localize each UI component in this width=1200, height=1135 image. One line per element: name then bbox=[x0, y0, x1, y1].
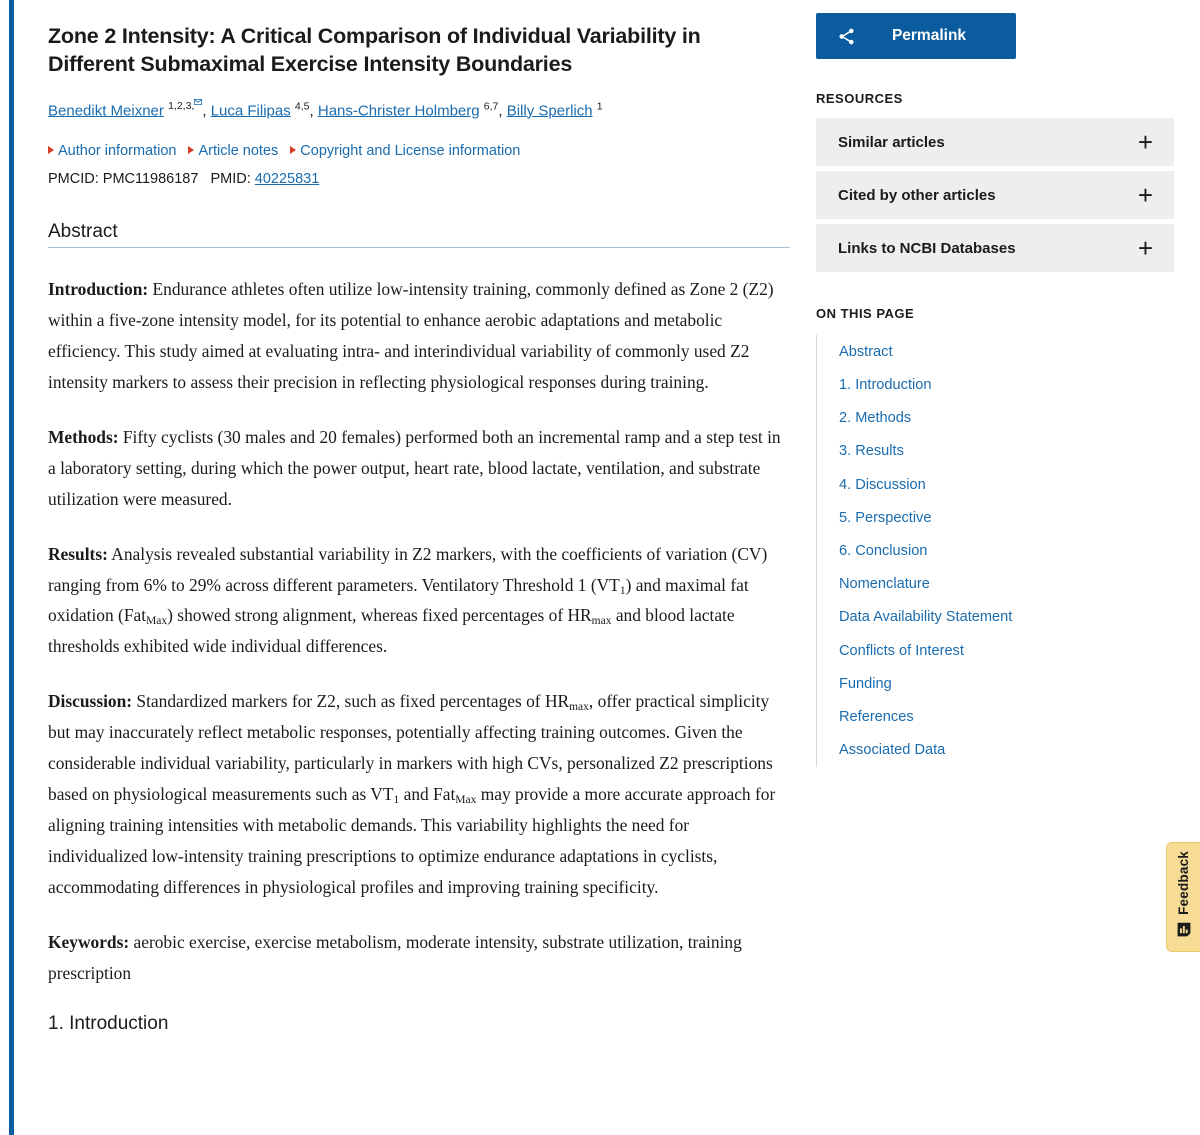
triangle-right-icon bbox=[290, 146, 296, 154]
plus-icon[interactable]: + bbox=[1137, 233, 1153, 263]
abstract-section-label: Keywords: bbox=[48, 932, 130, 953]
abstract-paragraph: Results: Analysis revealed substantial variability in Z2 markers, with the coefficients of variation (CV) ranging from 6% to 29% across different parameters. Ventilatory Threshold 1 $(VT_1)$ and maximal fat oxidation (Fat$_{Max}$) showed strong alignment, whereas fixed percentages of $HR_{max}$ and blood lactate thresholds exhibited wide individual differences. bbox=[48, 543, 768, 657]
abstract-divider bbox=[48, 247, 790, 248]
triangle-right-icon bbox=[48, 146, 54, 154]
on-this-page-link[interactable]: 1. Introduction bbox=[839, 376, 932, 393]
triangle-right-icon bbox=[188, 146, 194, 154]
pmcid-value: PMC11986187 bbox=[102, 170, 199, 187]
on-this-page-nav bbox=[816, 335, 1174, 767]
author-affiliation-superscript: 1 bbox=[596, 100, 603, 113]
resources-accordion-item[interactable] bbox=[816, 171, 1174, 219]
abstract-paragraph: Keywords: aerobic exercise, exercise metabolism, moderate intensity, substrate utilization, training prescription bbox=[48, 932, 742, 984]
envelope-icon[interactable] bbox=[194, 99, 202, 105]
permalink-button-label: Permalink bbox=[891, 27, 967, 44]
subscript: Max bbox=[455, 794, 477, 807]
abstract-paragraph: Discussion: Standardized markers for Z2, such as fixed percentages of $HR_{max}$, offer practical simplicity but may inaccurately reflect metabolic responses, potentially affecting training outcomes. Given the considerable individual variability, particularly in markers with high CVs, personalized Z2 prescriptions based on physiological measurements such as $VT_1$ and Fat$_{Max}$ may provide a more accurate approach for aligning training intensities with metabolic demands. This variability highlights the need for individualized low-intensity training prescriptions to optimize endurance adaptations in cyclists, accommodating differences in physiological profiles and improving training specificity. bbox=[48, 691, 776, 898]
abstract-body bbox=[48, 274, 790, 989]
plus-icon[interactable]: + bbox=[1137, 127, 1153, 157]
plus-icon[interactable]: + bbox=[1137, 180, 1153, 210]
share-icon bbox=[836, 26, 856, 46]
abstract-heading: Abstract bbox=[48, 220, 118, 242]
article-identifiers bbox=[48, 171, 790, 187]
author-link[interactable]: Benedikt Meixner bbox=[48, 102, 164, 120]
subscript: max bbox=[591, 615, 612, 628]
resources-accordion-item[interactable] bbox=[816, 118, 1174, 166]
on-this-page-link[interactable]: Nomenclature bbox=[839, 576, 930, 593]
pmcid-label: PMCID: bbox=[48, 170, 99, 187]
subscript: max bbox=[569, 701, 589, 714]
subscript: 1 bbox=[619, 584, 626, 597]
abstract-section-label: Discussion: bbox=[48, 691, 133, 712]
on-this-page-link[interactable]: 5. Perspective bbox=[839, 509, 932, 526]
pmid-label: PMID: bbox=[210, 170, 251, 187]
abstract-section-label: Introduction: bbox=[48, 278, 149, 299]
author-link[interactable]: Hans-Christer Holmberg bbox=[317, 102, 480, 120]
on-this-page-link[interactable]: Abstract bbox=[839, 343, 893, 360]
accordion-item-label: Links to NCBI Databases bbox=[838, 239, 1016, 257]
author-link[interactable]: Billy Sperlich bbox=[506, 102, 593, 120]
on-this-page-link[interactable]: Conflicts of Interest bbox=[839, 642, 964, 659]
abstract-section-label: Results: bbox=[48, 543, 108, 564]
article-sidebar bbox=[800, 0, 1200, 767]
on-this-page-link[interactable]: 6. Conclusion bbox=[839, 543, 928, 559]
permalink-button[interactable] bbox=[816, 13, 1016, 59]
abstract-paragraph: Introduction: Endurance athletes often utilize low-intensity training, commonly defined as Zone 2 (Z2) within a five-zone intensity model, for its potential to enhance aerobic adaptations and metabolic efficiency. This study aimed at evaluating intra- and interindividual variability of commonly used Z2 intensity markers to assess their precision in reflecting physiological responses during training. bbox=[48, 278, 774, 392]
on-this-page-link[interactable]: Associated Data bbox=[839, 742, 946, 759]
author-affiliation-superscript: 6,7 bbox=[483, 100, 499, 113]
meta-link-item[interactable] bbox=[188, 143, 278, 159]
author-affiliation-superscript: 4,5 bbox=[294, 100, 310, 113]
subscript: Max bbox=[146, 615, 168, 628]
meta-link-label[interactable]: Author information bbox=[58, 142, 177, 159]
introduction-heading: 1. Introduction bbox=[48, 1013, 169, 1035]
feedback-tab-label: Feedback bbox=[1176, 851, 1191, 915]
article-meta-links bbox=[48, 143, 790, 159]
resources-title: RESOURCES bbox=[816, 91, 903, 106]
on-this-page-title: ON THIS PAGE bbox=[816, 306, 915, 321]
author-link[interactable]: Luca Filipas bbox=[210, 102, 291, 120]
on-this-page-link[interactable]: 2. Methods bbox=[839, 410, 912, 427]
on-this-page-link[interactable]: 4. Discussion bbox=[839, 476, 926, 493]
meta-link-label[interactable]: Article notes bbox=[198, 142, 279, 159]
meta-link-item[interactable] bbox=[48, 143, 176, 159]
author-affiliation-superscript: 1,2,3, bbox=[168, 100, 202, 112]
on-this-page-link[interactable]: References bbox=[839, 709, 914, 726]
author-list: Benedikt Meixner $^{1,2,3,}$ , Luca Filipas $^{4,5}$, Hans-Christer Holmberg $^{6,7}$, Billy Sperlich $^1$ bbox=[48, 100, 603, 120]
resources-accordion bbox=[816, 118, 1174, 272]
abstract-paragraph: Methods: Fifty cyclists (30 males and 20 females) performed both an incremental ramp and a step test in a laboratory setting, during which the power output, heart rate, blood lactate, ventilation, and substrate utilization were measured. bbox=[48, 426, 781, 509]
accordion-item-label: Similar articles bbox=[838, 133, 945, 151]
feedback-tab[interactable] bbox=[1166, 842, 1200, 952]
meta-link-label[interactable]: Copyright and License information bbox=[300, 142, 521, 159]
on-this-page-link[interactable]: Funding bbox=[839, 675, 892, 692]
resources-accordion-item[interactable] bbox=[816, 224, 1174, 272]
pmid-link[interactable]: 40225831 bbox=[254, 170, 320, 187]
on-this-page-link[interactable]: 3. Results bbox=[839, 443, 904, 460]
on-this-page-link[interactable]: Data Availability Statement bbox=[839, 609, 1013, 626]
subscript: 1 bbox=[393, 794, 400, 807]
accordion-item-label: Cited by other articles bbox=[838, 186, 996, 204]
meta-link-item[interactable] bbox=[290, 143, 520, 159]
abstract-section-label: Methods: bbox=[48, 426, 119, 447]
page-title: Zone 2 Intensity: A Critical Comparison of Individual Variability in Different Submaximal Exercise Intensity Boundaries bbox=[48, 24, 701, 77]
survey-chart-icon bbox=[1176, 922, 1192, 943]
